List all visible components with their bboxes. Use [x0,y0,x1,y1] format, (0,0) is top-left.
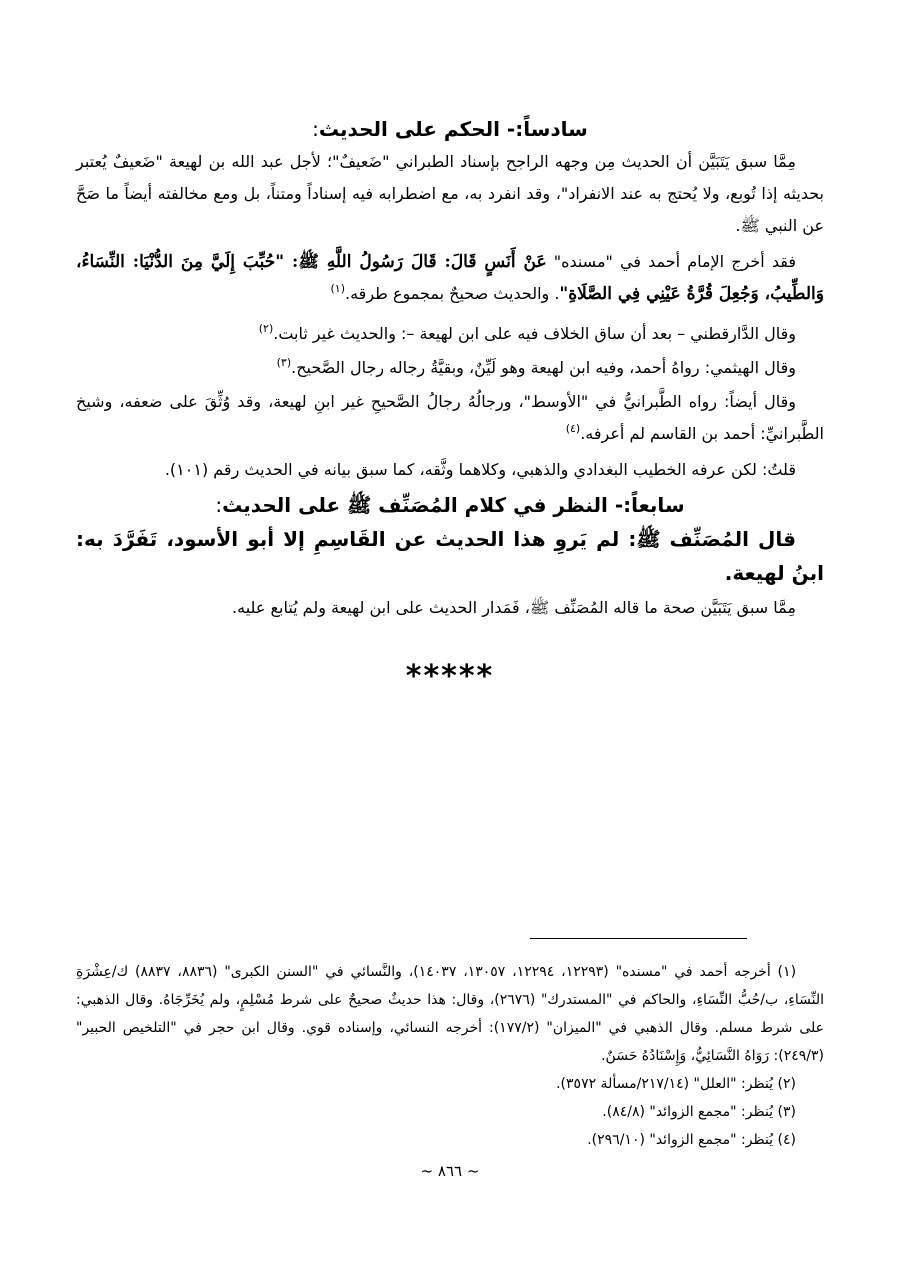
page-number: ~ ٨٦٦ ~ [420,1162,480,1180]
footnote-ref-1[interactable]: (١) [330,282,345,295]
footnote-4: (٤) يُنظر: "مجمع الزوائد" (٢٩٦/١٠). [587,1132,796,1148]
paragraph-haythami [76,352,824,384]
section-heading-seventh-title: سابعاً:- النظر في كلام المُصَنِّف ﷺ على الحديث [222,493,685,517]
footnote-2: (٢) يُنظر: "العلل" (٢١٧/١٤/مسألة ٣٥٧٢). [556,1076,796,1092]
footnote-ref-4[interactable]: (٤) [565,422,581,435]
paragraph-hadith-ahmad [76,246,824,310]
paragraph-hadith-tail: . والحديث صحيحٌ بمجموع طرقه. [345,284,560,303]
paragraph-daraqutni [76,318,824,350]
section-heading-sixth [76,114,824,144]
paragraph-ruling: مِمَّا سبق يَتَبَيَّن أن الحديث مِن وجهه الراجح بإسناد الطبراني "ضَعيفٌ"؛ لأجل عبد الله بن لهيعة "ضَعيفٌ يُعتبر بحديثه إذا تُوبع، ولا يُحتج به عند الانفراد"، وقد انفرد به، مع اضطرابه فيه إسناداً ومتناً، بل ومع مخالفته أيضاً ما صَحَّ عن النبي ﷺ. [76,152,824,235]
section-separator: ***** [405,659,495,694]
footnote-3: (٣) يُنظر: "مجمع الزوائد" (٨٤/٨). [602,1104,796,1120]
paragraph-author-note: قلتُ: لكن عرفه الخطيب البغدادي والذهبي، وكلاهما وثَّقه، كما سبق بيانه في الحديث رقم (١٠١). [164,460,796,479]
footnote-ref-3[interactable]: (٣) [276,356,292,369]
footnotes [76,958,824,1154]
author-statement: قال المُصَنِّف ﷺ: لم يَروِ هذا الحديث عن القَاسِمِ إلا أبو الأسود، تَفَرَّدَ به: ابنُ لهيعة. [76,527,824,585]
section-heading-sixth-title: سادساً:- الحكم على الحديث [318,117,588,141]
body-text [76,146,824,624]
section-heading-sixth-colon: : [312,117,319,141]
paragraph-haythami-awsat-text: وقال أيضاً: رواه الطَّبرانيُّ في "الأوسط"، ورجالُهُ رجالُ الصَّحيحِ غير ابنِ لهيعة، وقد وُثِّقَ على ضعفه، وشيخ الطَّبرانيِّ: أحمد بن القاسم لم أعرفه. [76,392,824,443]
paragraph-hadith-intro: فقد أخرج الإمام أحمد في "مسنده" [546,252,796,271]
footnote-divider [530,938,747,939]
footnote-ref-2[interactable]: (٢) [258,322,274,335]
section-heading-seventh-colon: : [215,493,223,517]
footnote-1: (١) أخرجه أحمد في "مسنده" (١٢٢٩٣، ١٢٢٩٤، ١٣٠٥٧، ١٤٠٣٧)، والنَّسائي في "السنن الكبرى" (٨٨٣٦، ٨٨٣٧) ك/عِشْرَةِ النِّسَاءِ، ب/حُبُّ النِّسَاءِ، والحاكم في "المستدرك" (٢٦٧٦)، وقال: هذا حديثٌ صحيحٌ على شرط مُسْلِمٍ، ولم يُخَرِّجَاهُ. وقال الذهبي: على شرط مسلم. وقال الذهبي في "الميزان" (١٧٧/٢): أخرجه النسائي، وإسناده قوي. وقال ابن حجر في "التلخيص الحبير" (٢٤٩/٣): رَوَاهُ النَّسَائِيُّ، وَإِسْنَادُهُ حَسَنٌ. [76,964,825,1064]
paragraph-haythami-text: وقال الهيثمي: رواهُ أحمد، وفيه ابن لهيعة وهو لَيِّنٌ، وبقيَّةُ رجاله رجال الصَّحيح. [291,358,796,377]
hadith-quote: عَنْ أَنَسٍ قَالَ: قَالَ رَسُولُ اللَّهِ ﷺ: "حُبِّبَ إِلَيَّ مِنَ الدُّنْيَا: النِّسَاءُ، وَالطِّيبُ، وَجُعِلَ قُرَّةُ عَيْنِي فِي الصَّلَاةِ" [76,252,824,304]
paragraph-conclusion: مِمَّا سبق يَتَبَيَّن صحة ما قاله المُصَنِّف ﷺ، فَمَدار الحديث على ابن لهيعة ولم يُتابع عليه. [232,598,796,617]
paragraph-daraqutni-text: وقال الدَّارقطني – بعد أن ساق الخلاف فيه على ابن لهيعة –: والحديث غير ثابت. [273,324,796,343]
section-heading-seventh [76,488,824,522]
paragraph-haythami-awsat [76,386,824,450]
